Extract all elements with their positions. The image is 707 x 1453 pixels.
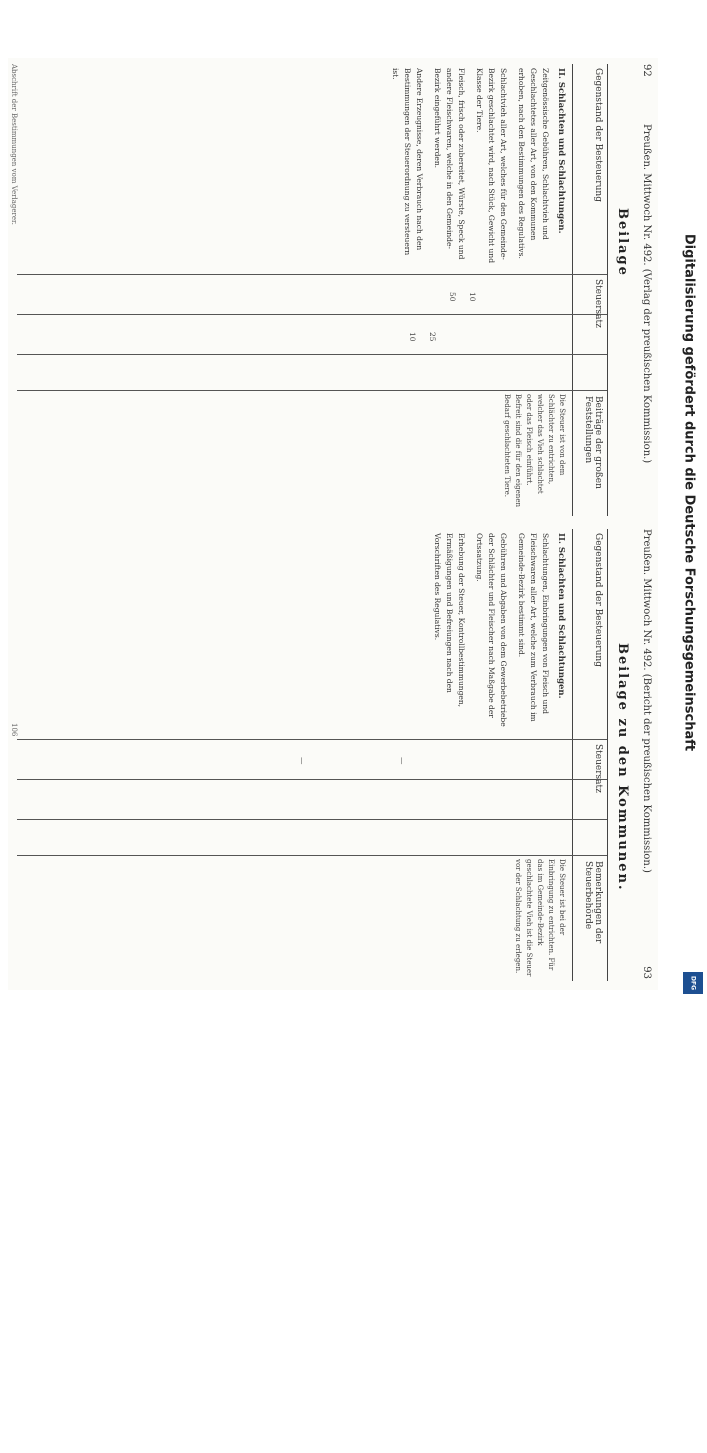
document-page-right: [8, 523, 658, 1453]
running-head-text: Preußen. Mittwoch Nr. 492. (Bericht der preußischen Kommission.): [641, 529, 652, 873]
rate-value: 10: [468, 292, 477, 302]
paragraph: Andere Erzeugnisse, deren Verbrauch nach den Bestimmungen der Steuerordnung zu versteuern ist.: [391, 68, 424, 256]
running-head-text: Preußen. Mittwoch Nr. 492. (Verlag der preußischen Kommission.): [641, 124, 652, 464]
col-header-object: Gegenstand der Besteuerung: [593, 533, 603, 667]
scanned-document: [8, 58, 658, 990]
column-rate-2: [17, 314, 607, 355]
credit-text: Digitalisierung gefördert durch die Deutsche Forschungsgemeinschaft: [681, 233, 697, 752]
tax-table: [17, 64, 608, 516]
col-header-rate: Steuersatz: [593, 744, 603, 793]
col-header-object: Gegenstand der Besteuerung: [593, 68, 603, 202]
footer-note: Abschrift der Bestimmungen vom Verlagerer.: [10, 64, 18, 225]
paragraph: Schlachtvieh aller Art, welches für den Gemeinde-Bezirk geschlachtet wird, nach Stück, Gewicht und Klasse der Tiere.: [475, 68, 508, 264]
page-number: 93: [641, 966, 652, 979]
rate-value: 25: [428, 332, 437, 342]
col-header-rate: Steuersatz: [593, 279, 603, 328]
section-title: Beilage zu den Kommunen.: [615, 643, 630, 892]
paragraph: Zeitgenössische Gebühren, Schlachtvieh und Geschlachtetes aller Art, von den Kommunen erhoben, nach den Bestimmungen des Regulativs.: [517, 68, 550, 259]
column-rate-1: [17, 274, 607, 315]
page-number: 92: [641, 64, 652, 77]
rate-value: —: [398, 757, 407, 765]
col-header-remarks: Beiträge der großen Feststellungen: [583, 396, 603, 489]
sub-page-number: 106: [10, 723, 18, 737]
remarks-text: Die Steuer ist bei der Einbringung zu entrichten. Für das im Gemeinde-Bezirk geschlachtete Vieh ist die Steuer vor der Schlachtung zu erlegen.: [514, 859, 566, 977]
paragraph: Fleisch, frisch oder zubereitet, Würste, Speck und andere Fleischwaren, welche in den Gemeinde-Bezirk eingeführt werden.: [433, 68, 466, 260]
rate-value: 10: [408, 332, 417, 342]
rate-value: —: [298, 757, 307, 765]
remarks-text: Die Steuer ist von dem Schlächter zu entrichten, welcher das Vieh schlachtet oder das Fleisch einführt. Befreit sind die für den eigenen Bedarf geschlachteten Tiere.: [503, 394, 566, 507]
col-header-remarks: Bemerkungen der Steuerbehörde: [583, 861, 603, 944]
rate-value: 50: [448, 292, 457, 302]
column-rate-1: [17, 739, 607, 780]
paragraph: Erhebung der Steuer, Kontrollbestimmungen, Ermäßigungen und Befreiungen nach den Vorschriften des Regulativs.: [433, 533, 466, 708]
subsection-heading: II. Schlachten und Schlachtungen.: [556, 533, 566, 699]
paragraph: Schlachtungen, Einbringungen von Fleisch und Fleischwaren aller Art, welche zum Verbrauch im Gemeinde-Bezirk bestimmt sind.: [517, 533, 550, 722]
paragraph: Gebühren und Abgaben von dem Gewerbebetriebe der Schlächter und Fleischer nach Maßgabe der Ortssatzung.: [475, 533, 508, 727]
digitization-credit: [674, 0, 704, 1000]
column-rate-2: [17, 779, 607, 820]
column-rate-3: [17, 819, 607, 856]
subsection-heading: II. Schlachten und Schlachtungen.: [556, 68, 566, 234]
object-text: [425, 533, 567, 733]
object-text: [383, 68, 567, 268]
section-title: Beilage: [615, 208, 630, 277]
column-rate-3: [17, 354, 607, 391]
dfg-logo: DFG: [683, 972, 703, 994]
tax-table: [17, 529, 608, 981]
